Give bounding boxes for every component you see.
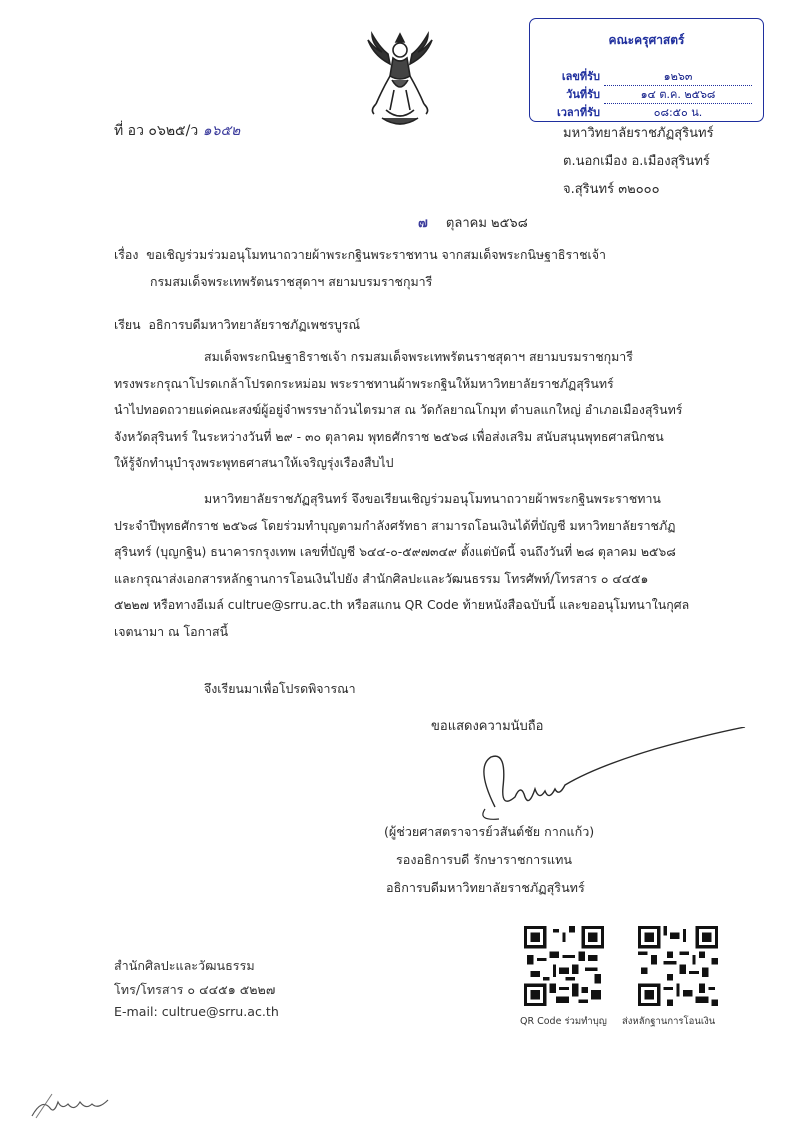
paragraph-1-line: นำไปทอดถวายแด่คณะสงฆ์ผู้อยู่จำพรรษาถ้วนไตรมาส ณ วัดกัลยาณโกมุท ตำบลแกใหญ่ อำเภอเมืองสุรินทร์ [114,402,683,417]
closing-phrase: ขอแสดงความนับถือ [431,719,544,734]
stamp-received-time-label: เวลาที่รับ [557,106,600,119]
sender-address-line-3: จ.สุรินทร์ ๓๒๐๐๐ [563,182,660,197]
paragraph-2-line: สุรินทร์ (บุญกฐิน) ธนาคารกรุงเทพ เลขที่บัญชี ๖๔๔-๐-๕๙๗๓๔๙ ตั้งแต่บัดนี้ จนถึงวันที่ ๒๘ ตุลาคม ๒๕๖๘ [114,544,676,559]
stamp-received-date: ๑๔ ต.ค. ๒๕๖๘ [604,85,752,104]
paragraph-2-line: และกรุณาส่งเอกสารหลักฐานการโอนเงินไปยัง สำนักศิลปะและวัฒนธรรม โทรศัพท์/โทรสาร ๐ ๔๔๕๑ [114,570,649,586]
donation-qr-code-icon[interactable] [524,926,604,1006]
sender-address-line-1: มหาวิทยาลัยราชภัฏสุรินทร์ [563,126,714,141]
stamp-received-time: ๐๘:๕๐ น. [604,103,752,122]
paragraph-1-line: จังหวัดสุรินทร์ ในระหว่างวันที่ ๒๙ - ๓๐ ตุลาคม พุทธศักราช ๒๕๖๘ เพื่อส่งเสริม สนับสนุนพุทธศาสนิกชน [114,428,664,444]
stamp-faculty: คณะครุศาสตร์ [608,33,685,47]
date-day-handwritten: ๗ [418,216,428,231]
subject-text-2: กรมสมเด็จพระเทพรัตนราชสุดาฯ สยามบรมราชกุมารี [150,273,433,289]
subject-line-1 [114,242,719,269]
reference-handwritten: ๑๖๕๒ [202,123,241,139]
signer-title-1: รองอธิการบดี รักษาราชการแทน [396,852,572,867]
signer-title-2: อธิการบดีมหาวิทยาลัยราชภัฏสุรินทร์ [386,880,585,895]
paragraph-2-line: เจตนามา ณ โอกาสนี้ [114,623,229,639]
paragraph-1-line: สมเด็จพระกนิษฐาธิราชเจ้า กรมสมเด็จพระเทพรัตนราชสุดาฯ สยามบรมราชกุมารี [204,349,633,364]
signature-icon [455,727,755,827]
garuda-emblem-icon [362,30,438,134]
reference-prefix: ที่ อว ๐๖๒๕/ว [114,123,199,139]
paragraph-3 [114,676,719,703]
paragraph-2 [114,486,719,645]
footer-email: E-mail: cultrue@srru.ac.th [114,1004,279,1019]
salutation [114,312,719,339]
salutation-label: เรียน [114,317,141,332]
letter-date [418,212,528,233]
signer-name: (ผู้ช่วยศาสตราจารย์วสันต์ชัย กากแก้ว) [384,824,595,839]
reference-number [114,120,240,142]
stamp-received-date-row [536,85,752,104]
handwritten-note-icon [28,1088,128,1120]
receipt-stamp [529,18,764,122]
salutation-line [114,312,719,339]
proof-qr-caption: ส่งหลักฐานการโอนเงิน [622,1016,716,1027]
paragraph-1-line: ทรงพระกรุณาโปรดเกล้าโปรดกระหม่อม พระราชทานผ้าพระกฐินให้มหาวิทยาลัยราชภัฏสุรินทร์ [114,375,614,391]
paragraph-1-line: ให้รู้จักทำนุบำรุงพระพุทธศาสนาให้เจริญรุ่งเรืองสืบไป [114,455,394,470]
donation-qr-caption: QR Code ร่วมทำบุญ [520,1016,607,1027]
date-month-year: ตุลาคม ๒๕๖๘ [445,216,528,231]
stamp-received-no-row [536,67,752,86]
stamp-received-no-label: เลขที่รับ [561,70,600,83]
paragraph-1 [114,344,719,477]
subject-block [114,242,719,295]
footer-office: สำนักศิลปะและวัฒนธรรม [114,958,255,973]
paragraph-2-line: ประจำปีพุทธศักราช ๒๕๖๘ โดยร่วมทำบุญตามกำลังศรัทธา สามารถโอนเงินได้ที่บัญชี มหาวิทยาลัยราชภัฏ [114,517,676,533]
sender-address-line-2: ต.นอกเมือง อ.เมืองสุรินทร์ [563,154,710,169]
paragraph-3-line: จึงเรียนมาเพื่อโปรดพิจารณา [204,681,356,696]
stamp-received-date-label: วันที่รับ [566,88,600,101]
subject-label: เรื่อง [114,247,139,262]
salutation-text: อธิการบดีมหาวิทยาลัยราชภัฏเพชรบูรณ์ [148,317,361,332]
subject-text-1: ขอเชิญร่วมร่วมอนุโมทนาถวายผ้าพระกฐินพระราชทาน จากสมเด็จพระกนิษฐาธิราชเจ้า [146,247,606,262]
paragraph-2-line: มหาวิทยาลัยราชภัฏสุรินทร์ จึงขอเรียนเชิญร่วมอนุโมทนาถวายผ้าพระกฐินพระราชทาน [204,491,661,506]
stamp-received-no: ๑๒๖๓ [604,67,752,86]
footer-phone: โทร/โทรสาร ๐ ๔๔๕๑ ๕๒๒๗ [114,982,276,997]
proof-qr-code-icon[interactable] [638,926,718,1006]
stamp-received-time-row [536,103,752,122]
paragraph-2-line: ๕๒๒๗ หรือทางอีเมล์ cultrue@srru.ac.th หรือสแกน QR Code ท้ายหนังสือฉบับนี้ และขออนุโมทนาในกุศล [114,597,690,612]
